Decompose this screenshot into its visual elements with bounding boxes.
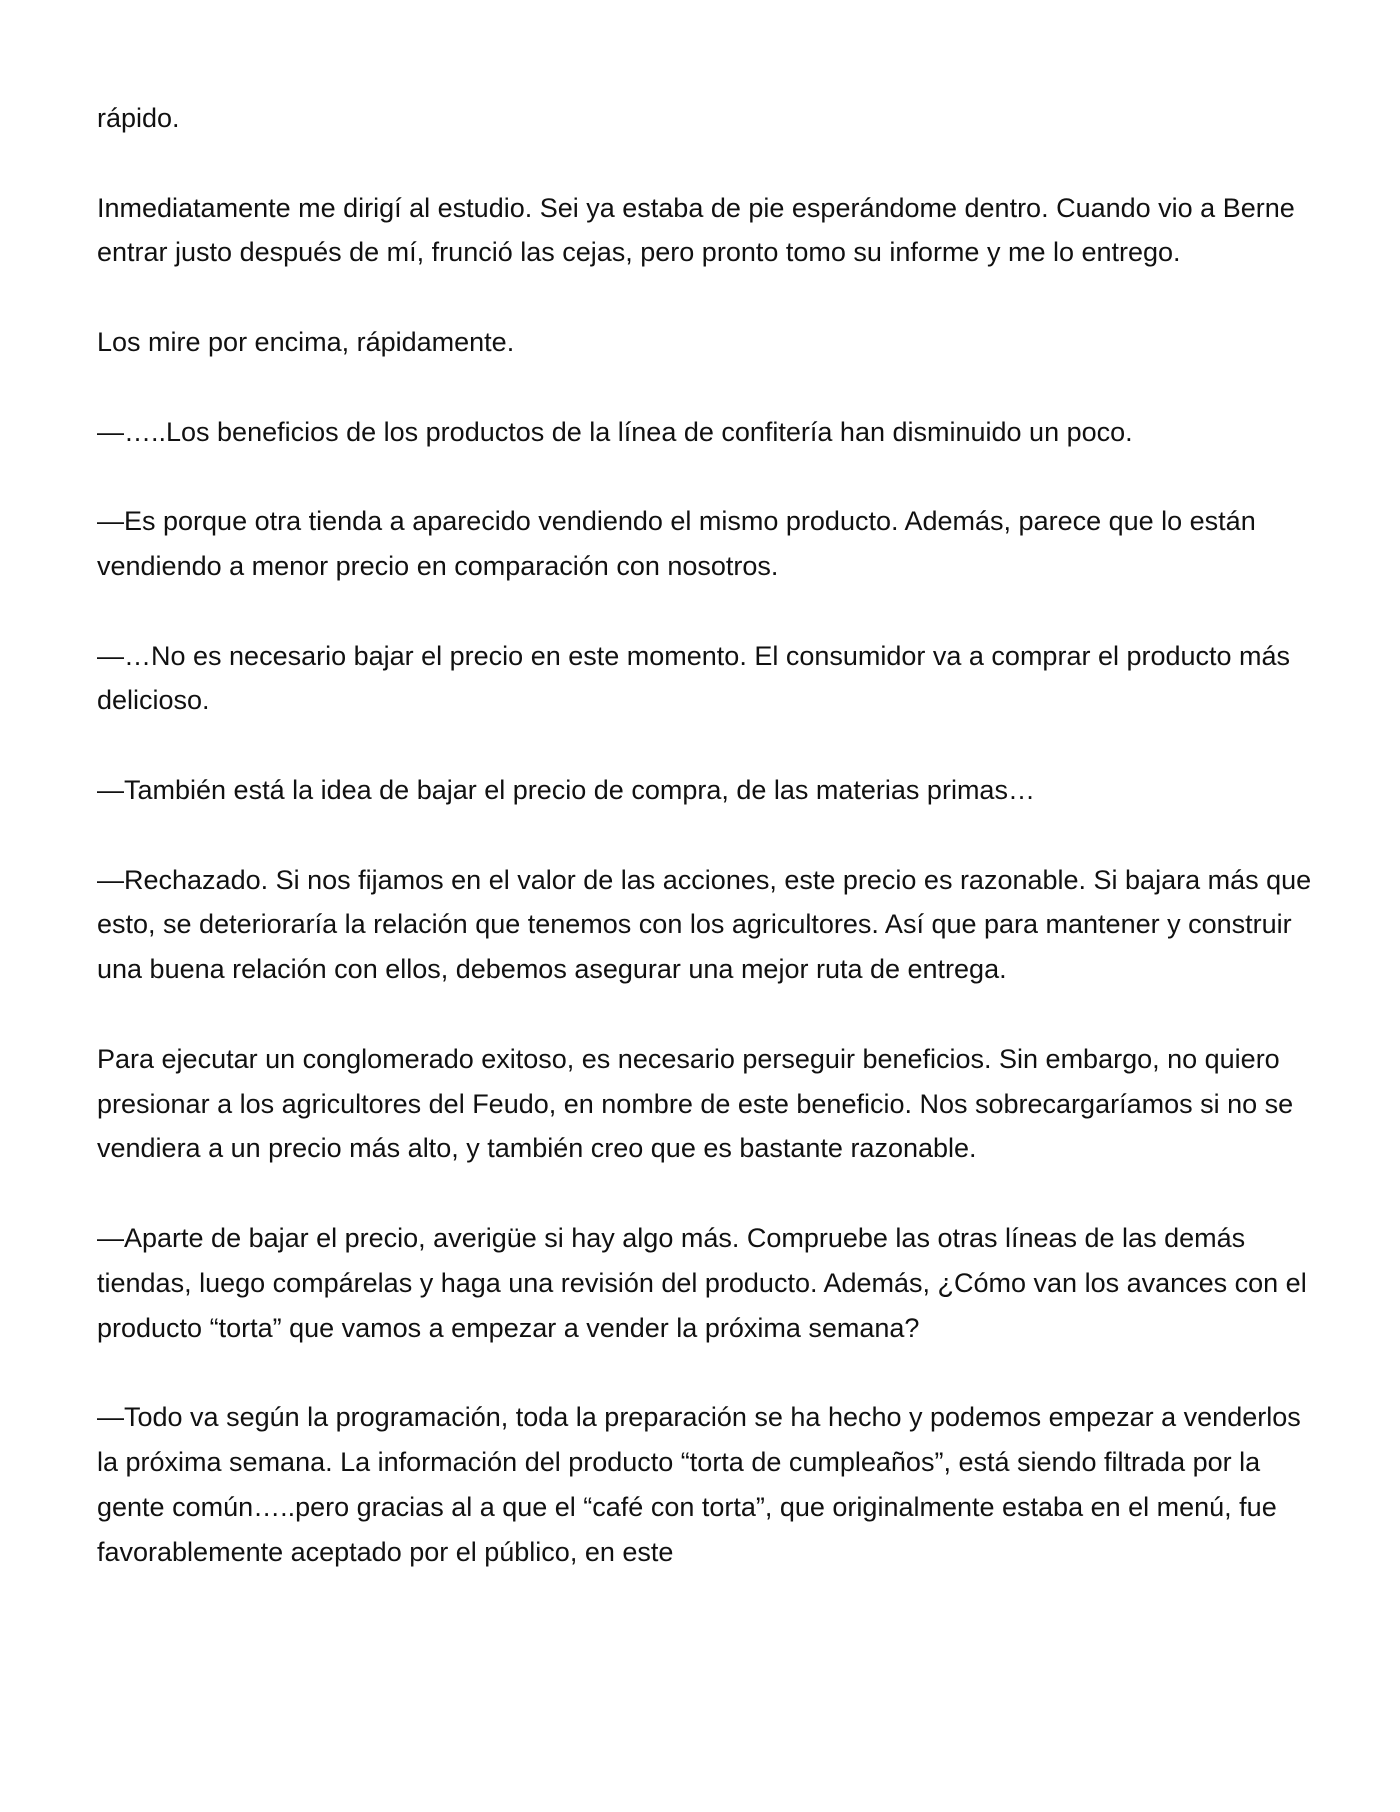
paragraph: Los mire por encima, rápidamente. xyxy=(97,326,515,357)
paragraph: Inmediatamente me dirigí al estudio. Sei ya estaba de pie esperándome dentro. Cuando vio a Berne entrar justo después de mí, frunció las cejas, pero pronto tomo su informe y me lo entrego. xyxy=(97,192,1295,268)
paragraph: —Rechazado. Si nos fijamos en el valor de las acciones, este precio es razonable. Si bajara más que esto, se deterioraría la relación que tenemos con los agricultores. Así que para mantener y construir una buena relación con ellos, debemos asegurar una mejor ruta de entrega. xyxy=(97,864,1312,985)
paragraph: —…..Los beneficios de los productos de la línea de confitería han disminuido un poco. xyxy=(97,416,1133,447)
paragraph: —Todo va según la programación, toda la preparación se ha hecho y podemos empezar a venderlos la próxima semana. La información del producto “torta de cumpleaños”, está siendo filtrada por la gente común…..pero gracias al a que el “café con torta”, que originalmente estaba en el menú, fue favorablemente aceptado por el público, en este xyxy=(97,1402,1301,1567)
paragraph: rápido. xyxy=(97,103,180,133)
paragraph: Para ejecutar un conglomerado exitoso, es necesario perseguir beneficios. Sin embargo, no quiero presionar a los agricultores del Feudo, en nombre de este beneficio. Nos sobrecargaríamos si no se vendiera a un precio más alto, y también creo que es bastante razonable. xyxy=(97,1043,1294,1164)
document-body xyxy=(97,96,1312,1619)
paragraph: —…No es necesario bajar el precio en este momento. El consumidor va a comprar el producto más delicioso. xyxy=(97,640,1291,716)
paragraph: —Es porque otra tienda a aparecido vendiendo el mismo producto. Además, parece que lo están vendiendo a menor precio en comparación con nosotros. xyxy=(97,506,1256,581)
paragraph: —Aparte de bajar el precio, averigüe si hay algo más. Compruebe las otras líneas de las demás tiendas, luego compárelas y haga una revisión del producto. Además, ¿Cómo van los avances con el producto “torta” que vamos a empezar a vender la próxima semana? xyxy=(97,1222,1307,1343)
paragraph: —También está la idea de bajar el precio de compra, de las materias primas… xyxy=(97,774,1035,805)
